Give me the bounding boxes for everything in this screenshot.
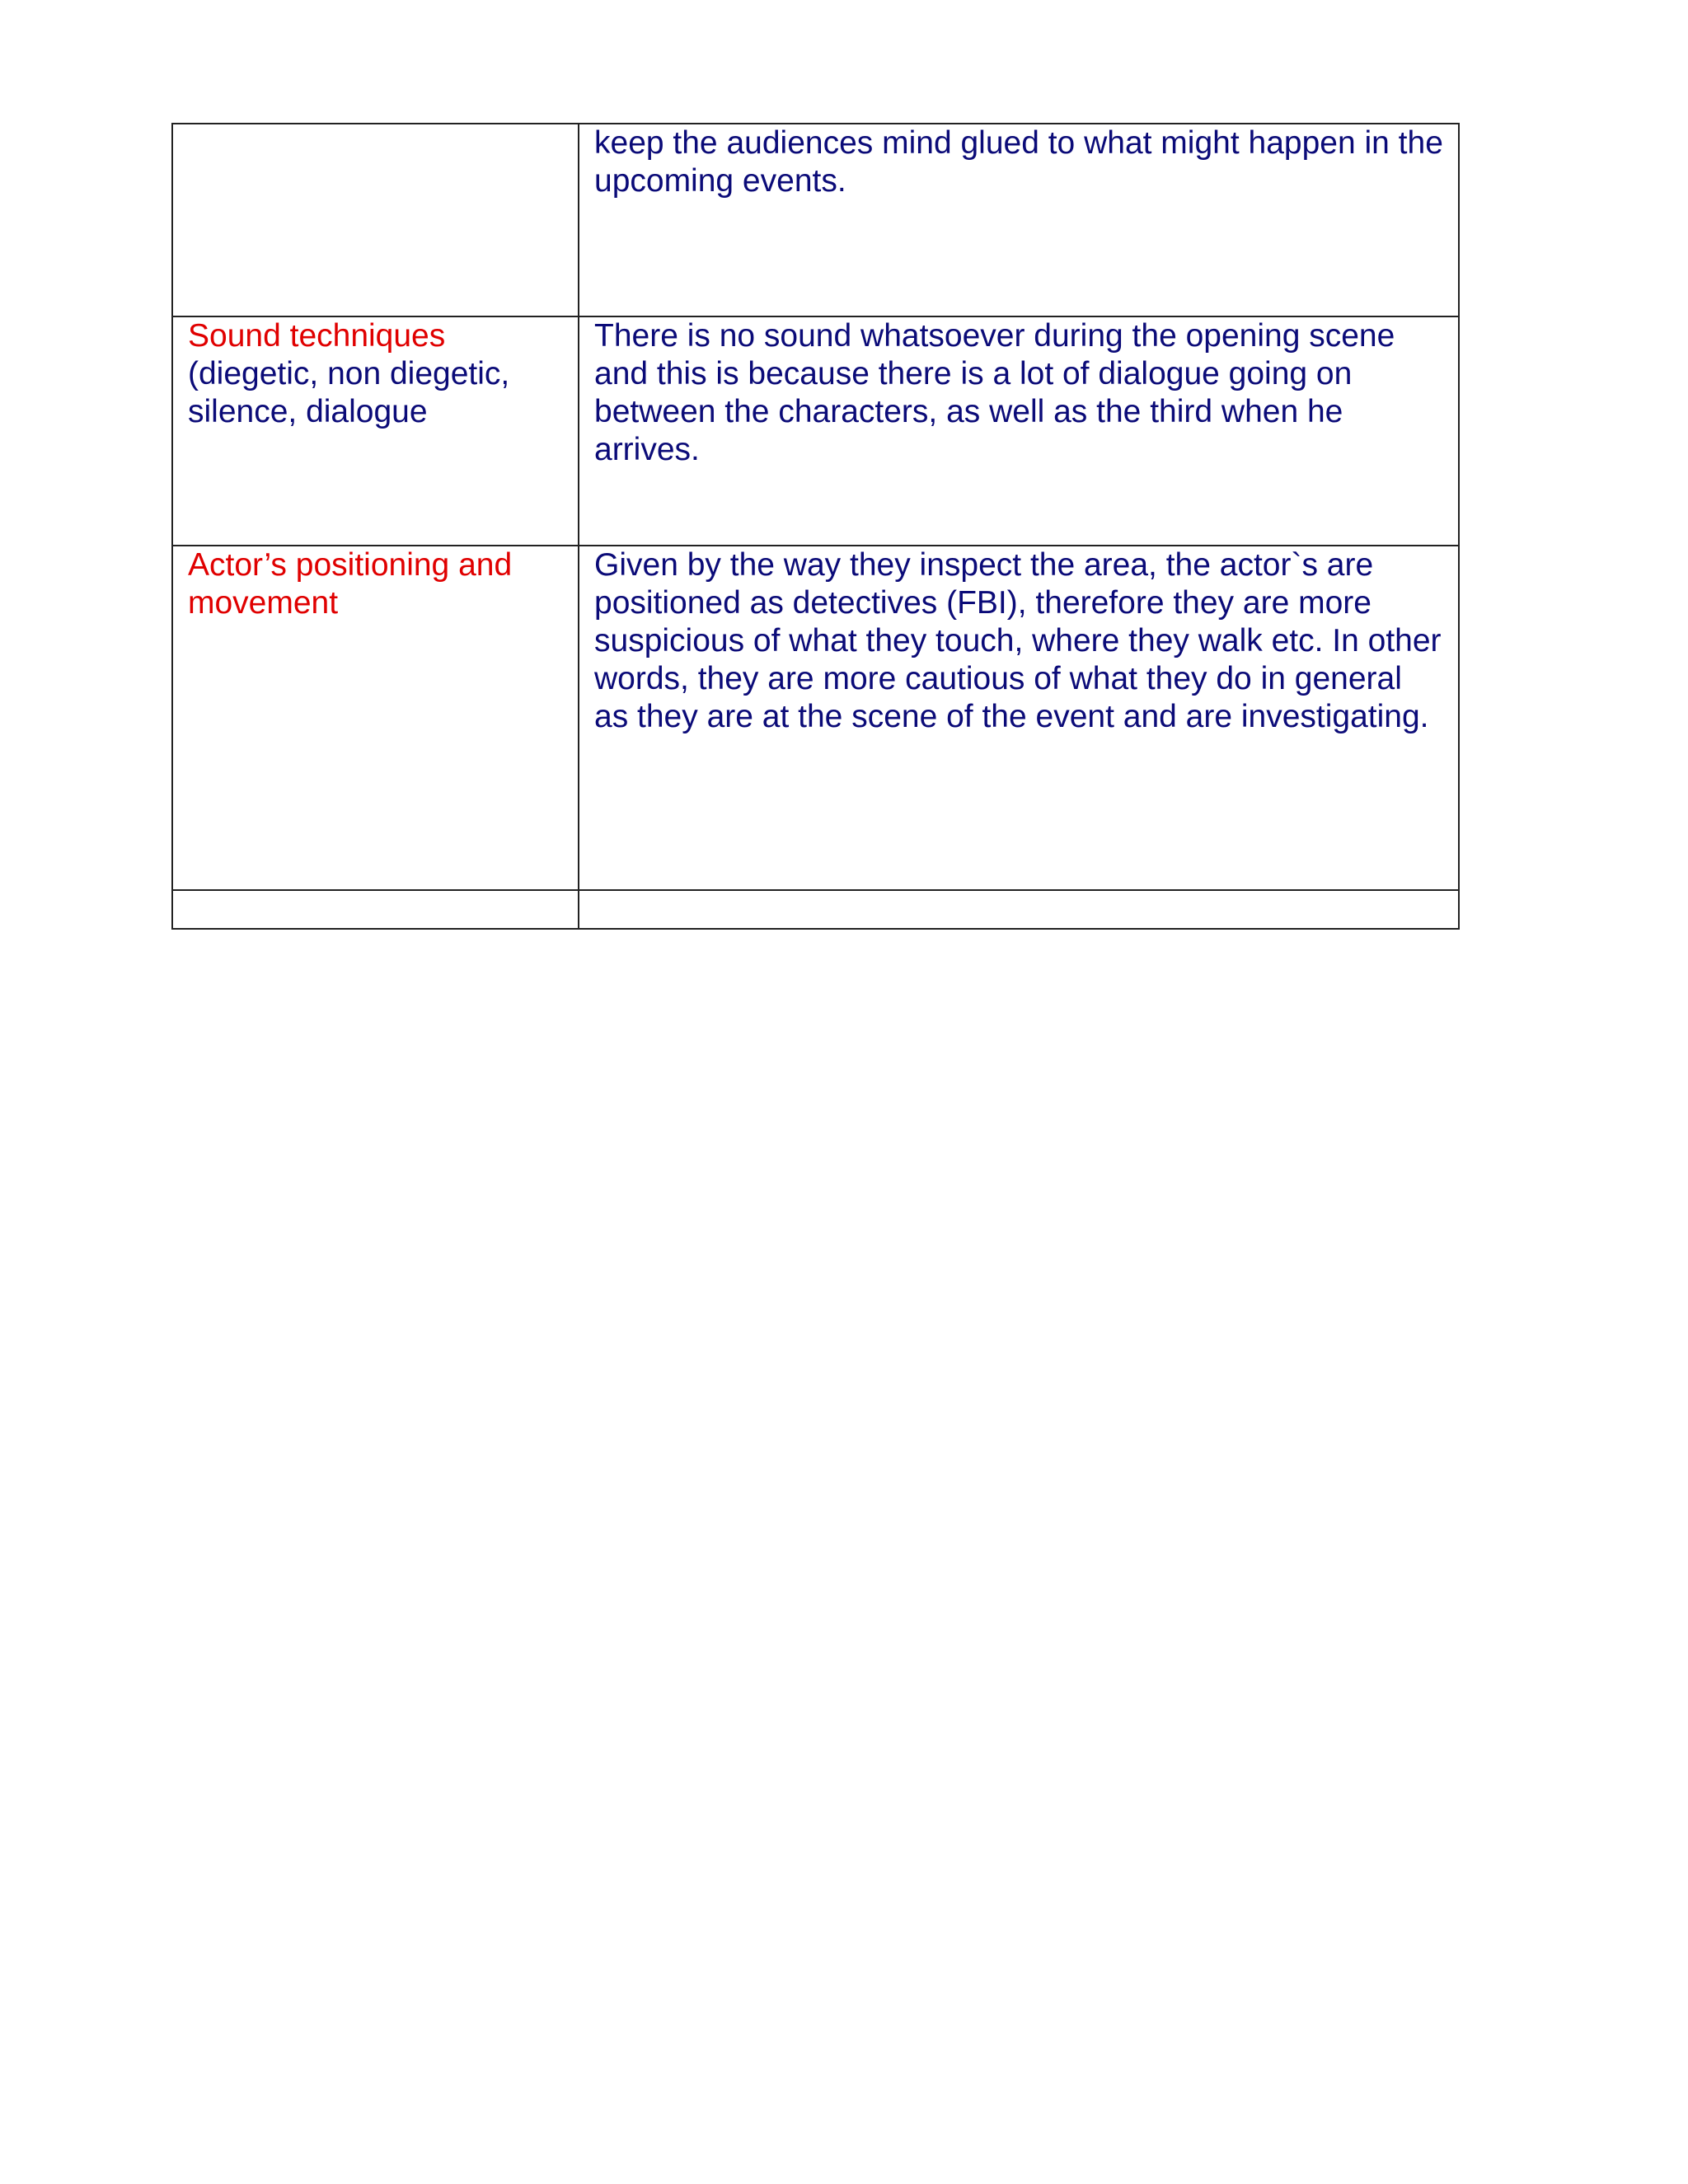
label-cell [172,890,579,929]
label-cell [172,316,579,546]
row-text: There is no sound whatsoever during the opening scene and this is because there is a lot of dialogue going on between the characters, as well as the third when he arrives. [594,318,1395,467]
table-row [172,546,1459,890]
content-cell [579,124,1459,316]
row-text: keep the audiences mind glued to what might happen in the upcoming events. [594,125,1443,199]
row-text: Given by the way they inspect the area, the actor`s are positioned as detectives (FBI), therefore they are more suspicious of what they touch, where they walk etc. In other words, they are more cautious of what they do in general as they are at the scene of the event and are investigating. [594,547,1442,734]
content-cell [579,546,1459,890]
table-row [172,316,1459,546]
analysis-table [171,123,1460,930]
table-row [172,890,1459,929]
content-cell [579,890,1459,929]
table-row [172,124,1459,316]
label-cell [172,546,579,890]
row-heading: Sound techniques [188,318,446,354]
label-cell [172,124,579,316]
row-heading: Actor’s positioning and movement [188,547,513,621]
content-cell [579,316,1459,546]
row-note: (diegetic, non diegetic, silence, dialogue [188,356,510,429]
